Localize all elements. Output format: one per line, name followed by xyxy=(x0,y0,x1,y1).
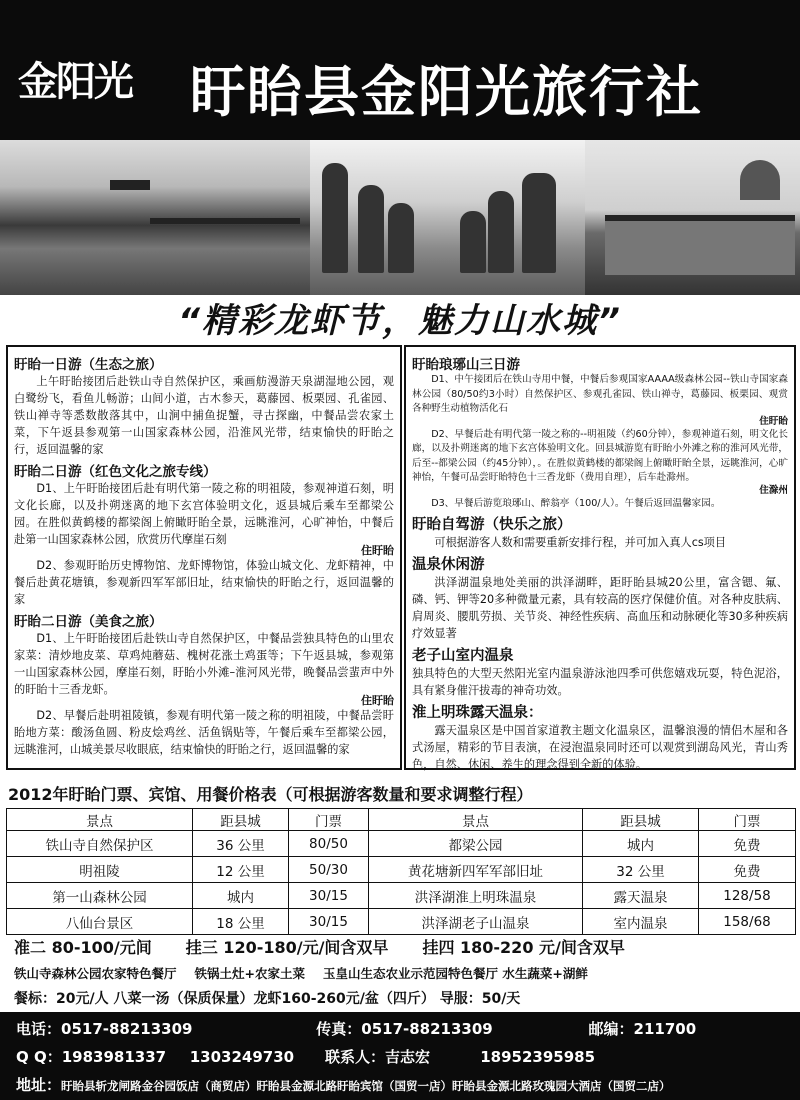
meal-standard: 餐标：20元/人 八菜一汤（保质保量）龙虾160-260元/盆（四斤） 导服：50/天 xyxy=(14,991,521,1007)
agency-logo xyxy=(18,50,168,110)
tour-title: 盱眙二日游（美食之旅） xyxy=(14,614,163,630)
post-label: 邮编： xyxy=(588,1020,634,1038)
table-cell: 洪泽湖淮上明珠温泉 xyxy=(369,883,583,909)
table-cell: 八仙台景区 xyxy=(7,909,193,935)
stay-note: 住盱眙 xyxy=(361,694,394,707)
restaurants xyxy=(14,964,794,982)
scenery-photos xyxy=(0,140,800,295)
stay-note: 住盱眙 xyxy=(361,544,394,557)
qq-row xyxy=(16,1046,595,1067)
mobile-number: 18952395985 xyxy=(480,1048,596,1066)
table-cell: 18 公里 xyxy=(193,909,289,935)
tour-text: 露天温泉区是中国首家道教主题文化温泉区，温馨浪漫的情侣木屋和各式汤屋，精彩的节目表演，在浸泡温泉同时还可以观赏到湖岛风光，青山秀色，自然、休闲、养生的理念得到全新的体验。 xyxy=(412,724,788,771)
table-cell: 30/15 xyxy=(289,909,369,935)
table-header-row xyxy=(7,809,796,831)
stay-note: 住滁州 xyxy=(759,484,788,496)
column-header: 景点 xyxy=(369,809,583,831)
table-cell: 黄花塘新四军军部旧址 xyxy=(369,857,583,883)
tour-title: 温泉休闲游 xyxy=(412,557,485,573)
table-cell: 12 公里 xyxy=(193,857,289,883)
dome-shape xyxy=(740,160,780,200)
statue xyxy=(488,191,514,273)
table-cell: 128/58 xyxy=(699,883,796,909)
contact-person-label: 联系人： xyxy=(324,1048,385,1066)
table-cell: 明祖陵 xyxy=(7,857,193,883)
bridge-shape xyxy=(150,218,300,224)
table-row xyxy=(7,857,796,883)
statue xyxy=(460,211,486,273)
fax-number: 0517-88213309 xyxy=(361,1020,493,1038)
hotel-price: 挂四 180-220 元/间含双早 xyxy=(422,938,625,957)
tour-text: D1、上午盱眙接团后赴铁山寺自然保护区，中餐品尝独具特色的山里农家菜：清炒地皮菜、草鸡炖蘑菇、槐树花涨土鸡蛋等；下午返县城，参观第一山国家森林公园，摩崖石刻，盱眙小外滩–淮河风光带，晚餐品尝蜚声中外的盱眙十三香龙虾。 xyxy=(14,632,394,696)
column-header: 距县城 xyxy=(193,809,289,831)
table-cell: 36 公里 xyxy=(193,831,289,857)
table-row xyxy=(7,909,796,935)
tour-title: 盱眙自驾游（快乐之旅） xyxy=(412,517,572,533)
tour-text: D2、早餐后赴有明代第一陵之称的--明祖陵（约60分钟），参观神道石刻，明文化长廊，以及扑朔迷离的地下玄宫体验明文化。回县城游览有盱眙小外滩之称的淮河风光带，后至--都梁公园（约45分钟），。在胜似黄鹤楼的都梁阁上俯瞰盱眙全景，远眺淮河，心旷神怡，午餐可品尝盱眙特色十三香龙虾（费用自理），后车赴滁州。 xyxy=(412,428,788,483)
column-header: 门票 xyxy=(289,809,369,831)
table-cell: 铁山寺自然保护区 xyxy=(7,831,193,857)
observatory-building-photo xyxy=(585,140,800,295)
hotel-prices xyxy=(14,935,794,958)
statue xyxy=(388,203,414,273)
logo-text: 金阳光 xyxy=(18,58,132,105)
statue xyxy=(522,173,556,273)
table-cell: 32 公里 xyxy=(583,857,699,883)
restaurant-item: 玉皇山生态农业示范园特色餐厅 水生蔬菜+湖鲜 xyxy=(323,966,588,981)
hotel-price: 挂三 120-180/元/间含双早 xyxy=(185,938,389,957)
table-cell: 免费 xyxy=(699,857,796,883)
table-cell: 50/30 xyxy=(289,857,369,883)
stay-note: 住盱眙 xyxy=(759,415,788,427)
itinerary-right-box xyxy=(404,345,796,770)
building-shape xyxy=(605,215,795,275)
tour-text: 上午盱眙接团后赴铁山寺自然保护区，乘画舫漫游天泉湖湿地公园，观白鹭纷飞，看鱼儿畅游；山间小道，古木参天，葛藤园、板栗园、孔雀园、铁山禅寺等悉数散落其中，山涧中捕鱼捉蟹，寻古探幽，中餐品尝农家土菜，下午返县参观第一山国家森林公园，沿淮风光带，结束愉快的盱眙之行，返回温馨的家 xyxy=(14,375,394,456)
table-cell: 城内 xyxy=(193,883,289,909)
tour-text: D2、早餐后赴明祖陵镇，参观有明代第一陵之称的明祖陵，中餐品尝盱眙地方菜：酸汤鱼圆、粉皮烩鸡丝、活鱼锅贴等，午餐后乘车至都梁公园，远眺淮河，山城美景尽收眼底，结束愉快的盱眙之行，返回温馨的家 xyxy=(14,709,394,756)
table-cell: 室内温泉 xyxy=(583,909,699,935)
tour-text: D1、上午盱眙接团后赴有明代第一陵之称的明祖陵，参观神道石刻，明文化长廊，以及扑朔迷离的地下玄宫体验明文化，返县城后乘车至都梁公园。在胜似黄鹤楼的都梁阁上俯瞰盱眙全景，远眺淮河，心旷神怡，中餐后赴第一山国家森林公园，欣赏历代摩崖石刻 xyxy=(14,482,394,546)
price-table xyxy=(6,808,796,935)
tour-text: 独具特色的大型天然阳光室内温泉游泳池四季可供您嬉戏玩耍，特色泥浴，具有紧身催汗拔毒的神奇功效。 xyxy=(412,667,788,697)
lake-bridge-photo xyxy=(0,140,310,295)
pavilion-shape xyxy=(110,180,150,210)
tour-text: D2、参观盱眙历史博物馆、龙虾博物馆，体验山城文化、龙虾精神，中餐后赴黄花塘镇，参观新四军军部旧址，结束愉快的盱眙之行，返回温馨的家 xyxy=(14,559,394,606)
fax-label: 传真： xyxy=(316,1020,362,1038)
tour-text: 可根据游客人数和需要重新安排行程，并可加入真人cs项目 xyxy=(434,536,727,549)
table-row xyxy=(7,883,796,909)
restaurant-item: 铁山寺森林公园农家特色餐厅 xyxy=(14,966,177,981)
address-row xyxy=(16,1074,671,1095)
header-banner xyxy=(0,0,800,140)
restaurant-item: 铁锅土灶+农家土菜 xyxy=(194,966,305,981)
phone-number: 0517-88213309 xyxy=(61,1020,193,1038)
tour-text: D3、早餐后游览琅琊山、醉翁亭（100/人）。午餐后返回温馨家园。 xyxy=(431,497,721,509)
address-text: 盱眙县斩龙闸路金谷园饭店（商贸店）盱眙县金源北路盱眙宾馆（国贸一店）盱眙县金源北路玫瑰园大酒店（国贸二店） xyxy=(61,1079,671,1093)
table-cell: 免费 xyxy=(699,831,796,857)
table-cell: 城内 xyxy=(583,831,699,857)
tour-title: 盱眙琅琊山三日游 xyxy=(412,357,520,373)
table-cell: 露天温泉 xyxy=(583,883,699,909)
column-header: 景点 xyxy=(7,809,193,831)
qq-label: Q Q： xyxy=(16,1048,62,1066)
tour-title: 老子山室内温泉 xyxy=(412,648,514,664)
address-label: 地址： xyxy=(16,1076,62,1094)
column-header: 距县城 xyxy=(583,809,699,831)
qq-number: 1983981337 xyxy=(61,1048,167,1066)
hotel-price: 准二 80-100/元间 xyxy=(14,938,152,957)
table-cell: 都梁公园 xyxy=(369,831,583,857)
tour-title: 淮上明珠露天温泉： xyxy=(412,705,543,721)
tour-title: 盱眙一日游（生态之旅） xyxy=(14,357,163,373)
column-header: 门票 xyxy=(699,809,796,831)
slogan: “精彩龙虾节，魅力山水城” xyxy=(178,301,622,341)
table-row xyxy=(7,831,796,857)
phone-row xyxy=(16,1018,696,1039)
table-cell: 洪泽湖老子山温泉 xyxy=(369,909,583,935)
tour-text: D1、中午接团后在铁山寺用中餐，中餐后参观国家AAAA级森林公园--铁山寺国家森林公园（80/50约3小时）自然保护区、参观孔雀园、铁山禅寺，葛藤园、板栗园、观赏各种野生动植物活化石 xyxy=(412,374,788,414)
statue xyxy=(322,163,348,273)
qq-number: 1303249730 xyxy=(189,1048,295,1066)
post-code: 211700 xyxy=(633,1020,697,1038)
contact-person: 吉志宏 xyxy=(384,1048,430,1066)
table-cell: 158/68 xyxy=(699,909,796,935)
tour-text: 洪泽湖温泉地处美丽的洪泽湖畔，距盱眙县城20公里，富含锶、氟、磷、钙、钾等20多种微量元素，具有较高的医疗保健价值。对各种皮肤病、肩周炎、腰肌劳损、关节炎、神经性疾病、高血压和动脉硬化等30多种疾病疗效显著 xyxy=(412,576,788,640)
tour-title: 盱眙二日游（红色文化之旅专线） xyxy=(14,464,217,480)
contact-footer xyxy=(0,1012,800,1100)
statue xyxy=(358,185,384,273)
agency-name: 盱眙县金阳光旅行社 xyxy=(190,59,704,124)
table-cell: 30/15 xyxy=(289,883,369,909)
table-cell: 80/50 xyxy=(289,831,369,857)
table-cell: 第一山森林公园 xyxy=(7,883,193,909)
stone-statues-photo xyxy=(310,140,585,295)
itinerary-left-box xyxy=(6,345,402,770)
price-table-title: 2012年盱眙门票、宾馆、用餐价格表（可根据游客数量和要求调整行程） xyxy=(8,785,533,804)
phone-label: 电话： xyxy=(16,1020,62,1038)
